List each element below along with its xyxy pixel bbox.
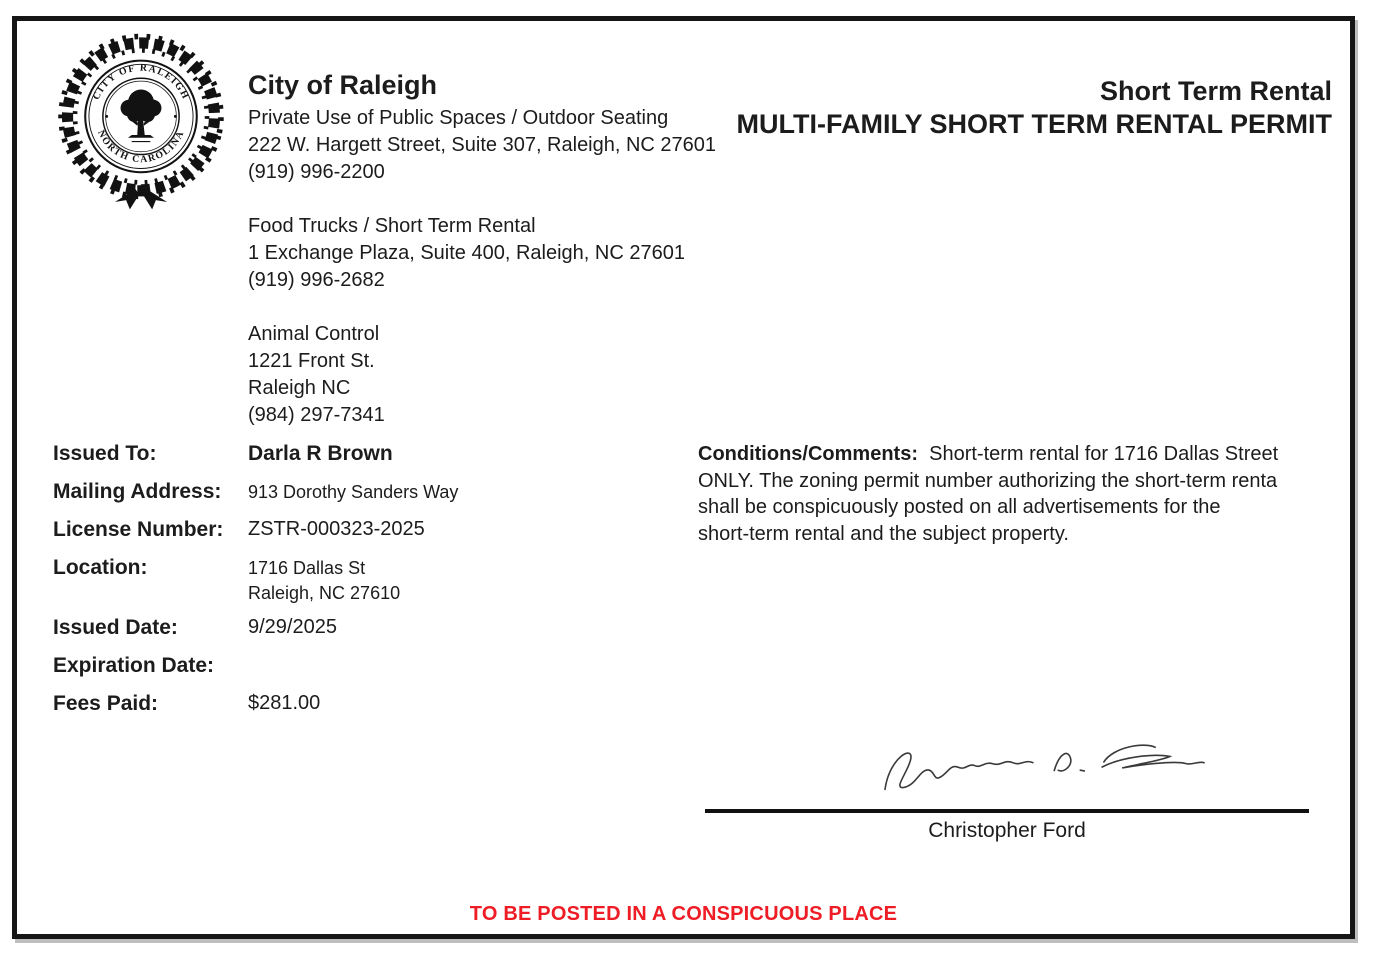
field-value: Darla R Brown [248,442,393,465]
permit-document [12,16,1355,939]
department-block-food-trucks [248,213,748,294]
field-label: Issued Date: [53,616,178,639]
signatory-name: Christopher Ford [928,819,1086,842]
field-location [53,555,683,615]
location-line1: 1716 Dallas St [248,558,366,578]
field-expiration-date [53,653,683,691]
seal-bottom-text: NORTH CAROLINA [95,128,187,166]
conditions-line: ONLY. The zoning permit number authorizing the short-term renta [698,469,1278,492]
permit-fields [53,441,683,729]
dept-line: (984) 297-7341 [248,404,385,426]
field-value: ZSTR-000323-2025 [248,518,425,540]
field-value: 913 Dorothy Sanders Way [248,482,459,502]
dept-line: 1 Exchange Plaza, Suite 400, Raleigh, NC 27601 [248,242,685,264]
field-label: License Number: [53,518,224,541]
location-line2: Raleigh, NC 27610 [248,583,401,603]
field-fees-paid [53,691,683,729]
seal-top-text: CITY OF RALEIGH [90,62,192,102]
dept-line: 222 W. Hargett Street, Suite 307, Raleigh, NC 27601 [248,134,717,156]
signature-line [705,809,1309,813]
field-label: Mailing Address: [53,480,222,503]
field-value [248,555,400,606]
field-label: Issued To: [53,442,157,465]
handwritten-signature-icon [792,727,1222,805]
dept-line: (919) 996-2200 [248,161,385,183]
field-issued-date [53,615,683,653]
dept-line: (919) 996-2682 [248,269,385,291]
city-of-raleigh-seal-icon [43,29,239,215]
field-label: Fees Paid: [53,692,159,715]
field-license-number [53,517,683,555]
dept-line: Food Trucks / Short Term Rental [248,215,536,237]
dept-line: 1221 Front St. [248,350,375,372]
field-mailing-address [53,479,683,517]
conditions-line: shall be conspicuously posted on all advertisements for the [698,496,1221,518]
field-value: 9/29/2025 [248,616,337,638]
permit-title-line2: MULTI-FAMILY SHORT TERM RENTAL PERMIT [736,109,1332,139]
field-issued-to [53,441,683,479]
posting-notice: TO BE POSTED IN A CONSPICUOUS PLACE [469,903,898,925]
conditions-comments [698,441,1350,547]
conditions-text: Short-term rental for 1716 Dallas Street [918,443,1279,465]
dept-line: Raleigh NC [248,377,351,399]
field-label: Location: [53,556,148,579]
department-block-animal-control [248,321,748,429]
field-label: Expiration Date: [53,654,215,677]
conditions-line: short-term rental and the subject property. [698,522,1069,545]
signature-block [705,727,1309,844]
city-name: City of Raleigh [248,70,438,100]
dept-line: Animal Control [248,323,380,345]
permit-title-line1: Short Term Rental [1099,76,1332,106]
permit-title [672,75,1332,141]
field-value: $281.00 [248,692,321,714]
dept-line: Private Use of Public Spaces / Outdoor Seating [248,107,669,129]
conditions-label: Conditions/Comments: [698,443,918,465]
conditions-line [698,441,1350,468]
